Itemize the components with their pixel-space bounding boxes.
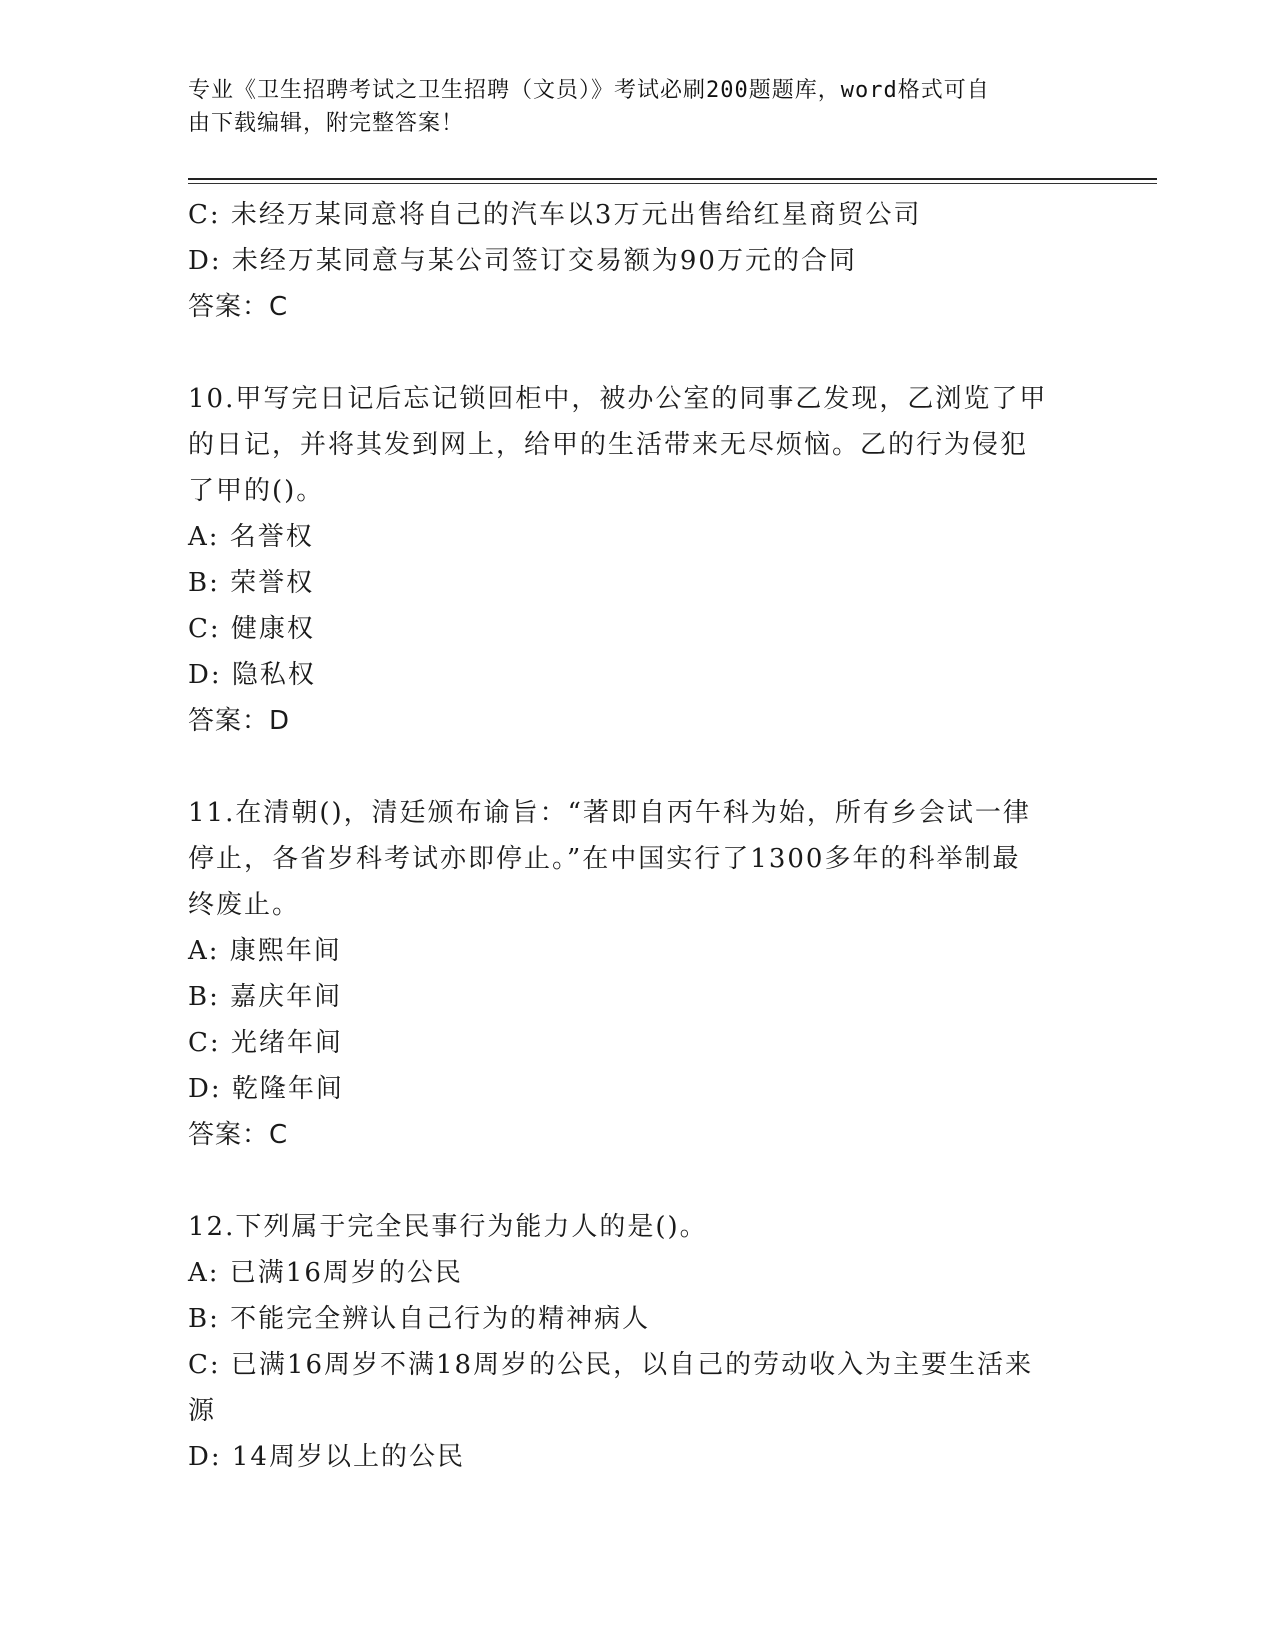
- header-line-1: 专业《卫生招聘考试之卫生招聘（文员）》考试必刷200题题库，word格式可自: [188, 78, 990, 103]
- q10-stem-line-2: 的日记，并将其发到网上，给甲的生活带来无尽烦恼。乙的行为侵犯: [188, 430, 1029, 460]
- question-11: [188, 790, 1088, 1158]
- q12-option-c-line-1: C: 已满16周岁不满18周岁的公民，以自己的劳动收入为主要生活来: [188, 1350, 1034, 1380]
- q10-option-a: A: 名誉权: [188, 522, 314, 552]
- q12-option-d: D: 14周岁以上的公民: [188, 1442, 465, 1472]
- question-content: [188, 192, 1088, 1480]
- q10-option-d: D: 隐私权: [188, 660, 316, 690]
- spacer: [188, 1158, 1088, 1204]
- q11-option-d: D: 乾隆年间: [188, 1074, 344, 1104]
- header-line-2: 由下载编辑，附完整答案！: [188, 111, 465, 136]
- q9-option-c: C: 未经万某同意将自己的汽车以3万元出售给红星商贸公司: [188, 200, 922, 230]
- q11-stem-line-3: 终废止。: [188, 890, 301, 920]
- q11-answer: 答案：C: [188, 1120, 289, 1150]
- q12-option-a: A: 已满16周岁的公民: [188, 1258, 463, 1288]
- q11-option-b: B: 嘉庆年间: [188, 982, 343, 1012]
- header-rule-thick: [188, 178, 1157, 180]
- q9-option-d: D: 未经万某同意与某公司签订交易额为90万元的合同: [188, 246, 857, 276]
- q12-option-c-line-2: 源: [188, 1396, 217, 1426]
- q11-option-c: C: 光绪年间: [188, 1028, 343, 1058]
- q10-stem-line-3: 了甲的()。: [188, 476, 325, 506]
- spacer: [188, 330, 1088, 376]
- question-9: [188, 192, 1088, 330]
- q12-option-b: B: 不能完全辨认自己行为的精神病人: [188, 1304, 651, 1334]
- header-rule-thin: [188, 183, 1157, 184]
- document-header: [188, 74, 1088, 140]
- q11-stem-line-1: 11.在清朝()，清廷颁布谕旨：“著即自丙午科为始，所有乡会试一律: [188, 798, 1031, 828]
- q10-answer: 答案：D: [188, 706, 291, 736]
- q11-stem-line-2: 停止，各省岁科考试亦即停止。”在中国实行了1300多年的科举制最: [188, 844, 1021, 874]
- q12-stem-line-1: 12.下列属于完全民事行为能力人的是()。: [188, 1212, 708, 1242]
- spacer: [188, 744, 1088, 790]
- q10-option-b: B: 荣誉权: [188, 568, 315, 598]
- q11-option-a: A: 康熙年间: [188, 936, 342, 966]
- q10-option-c: C: 健康权: [188, 614, 315, 644]
- q10-stem-line-1: 10.甲写完日记后忘记锁回柜中，被办公室的同事乙发现，乙浏览了甲: [188, 384, 1048, 414]
- q9-answer: 答案：C: [188, 292, 289, 322]
- question-12: [188, 1204, 1088, 1480]
- question-10: [188, 376, 1088, 744]
